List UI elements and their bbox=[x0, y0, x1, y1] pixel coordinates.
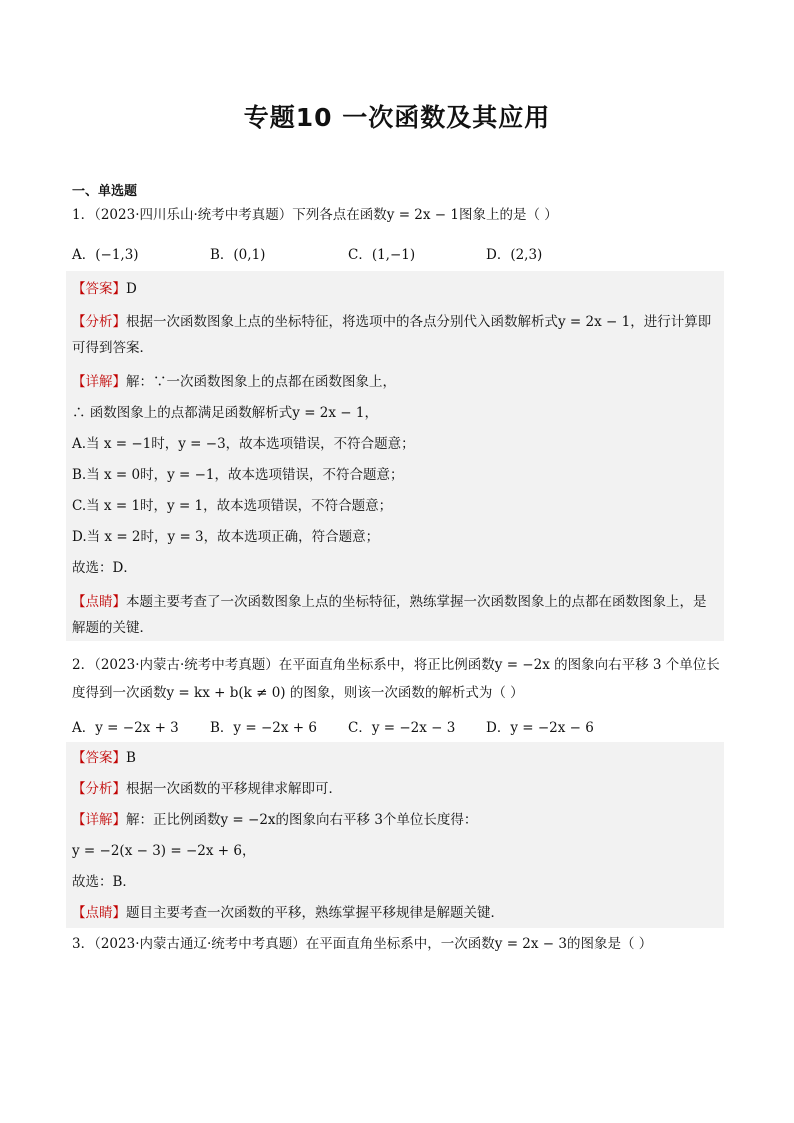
question-2-stem: 2．（2023·内蒙古·统考中考真题）在平面直角坐标系中，将正比例函数y = −2x 的图象向右平移 3 个单位长度得到一次函数y = kx + b(k ≠ 0) 的图象，则该一次函数的解析式为（ ） bbox=[72, 657, 720, 701]
answer-value: D bbox=[126, 281, 137, 297]
question-1-stem: 1．（2023·四川乐山·统考中考真题）下列各点在函数y = 2x − 1图象上的是（ ） bbox=[72, 207, 558, 223]
detail-line: ∴ 函数图象上的点都满足函数解析式y = 2x − 1， bbox=[72, 405, 378, 421]
detail-tag: 【详解】 bbox=[72, 374, 126, 390]
question-2-options bbox=[72, 716, 722, 736]
detail-tag: 【详解】 bbox=[72, 812, 126, 828]
page-title: 专题10 一次函数及其应用 bbox=[243, 103, 551, 132]
detail-line: 故选：D． bbox=[72, 560, 137, 576]
comment-tag: 【点睛】 bbox=[72, 905, 126, 921]
detail-line: D.当 x = 2时，y = 3，故本选项正确，符合题意； bbox=[72, 529, 380, 545]
option-c: C．(1,−1) bbox=[348, 247, 416, 263]
answer-value: B bbox=[126, 750, 136, 766]
answer-line bbox=[72, 279, 718, 299]
detail-line: C.当 x = 1时，y = 1，故本选项错误，不符合题意； bbox=[72, 498, 393, 514]
solution-box-1 bbox=[66, 271, 724, 641]
detail-text: 解：∵一次函数图象上的点都在函数图象上， bbox=[126, 374, 396, 390]
comment-line bbox=[72, 589, 718, 641]
detail-line: A.当 x = −1时，y = −3，故本选项错误，不符合题意； bbox=[72, 436, 415, 452]
section-heading: 一、单选题 bbox=[72, 184, 138, 199]
question-3-stem: 3．（2023·内蒙古通辽·统考中考真题）在平面直角坐标系中，一次函数y = 2x − 3的图象是（ ） bbox=[72, 936, 653, 952]
option-d: D．y = −2x − 6 bbox=[486, 720, 594, 736]
solution-box-2 bbox=[66, 742, 724, 928]
option-d: D．(2,3) bbox=[486, 247, 543, 263]
analysis-tag: 【分析】 bbox=[72, 781, 126, 797]
detail-line bbox=[72, 810, 718, 830]
analysis-line bbox=[72, 309, 718, 361]
detail-line: y = −2(x − 3) = −2x + 6， bbox=[72, 843, 256, 859]
analysis-tag: 【分析】 bbox=[72, 314, 126, 330]
option-c: C．y = −2x − 3 bbox=[348, 720, 456, 736]
option-a: A．(−1,3) bbox=[72, 247, 139, 263]
answer-tag: 【答案】 bbox=[72, 750, 126, 766]
analysis-line bbox=[72, 779, 718, 799]
comment-text: 题目主要考查一次函数的平移，熟练掌握平移规律是解题关键． bbox=[126, 905, 504, 921]
analysis-text: 根据一次函数的平移规律求解即可． bbox=[126, 781, 342, 797]
option-a: A．y = −2x + 3 bbox=[72, 720, 179, 736]
answer-line bbox=[72, 748, 718, 768]
comment-line bbox=[72, 903, 718, 923]
comment-text: 本题主要考查了一次函数图象上点的坐标特征，熟练掌握一次函数图象上的点都在函数图象上，是解题的关键． bbox=[72, 594, 707, 636]
option-b: B．y = −2x + 6 bbox=[210, 720, 317, 736]
answer-tag: 【答案】 bbox=[72, 281, 126, 297]
detail-line: 故选：B． bbox=[72, 874, 136, 890]
detail-text: 解：正比例函数y = −2x的图象向右平移 3个单位长度得： bbox=[126, 812, 478, 828]
detail-line bbox=[72, 372, 718, 392]
detail-line: B.当 x = 0时，y = −1，故本选项错误，不符合题意； bbox=[72, 467, 404, 483]
analysis-text: 根据一次函数图象上点的坐标特征，将选项中的各点分别代入函数解析式y = 2x − 1，进行计算即可得到答案． bbox=[72, 314, 712, 356]
option-b: B．(0,1) bbox=[210, 247, 266, 263]
question-1-options bbox=[72, 243, 722, 263]
comment-tag: 【点睛】 bbox=[72, 594, 126, 610]
